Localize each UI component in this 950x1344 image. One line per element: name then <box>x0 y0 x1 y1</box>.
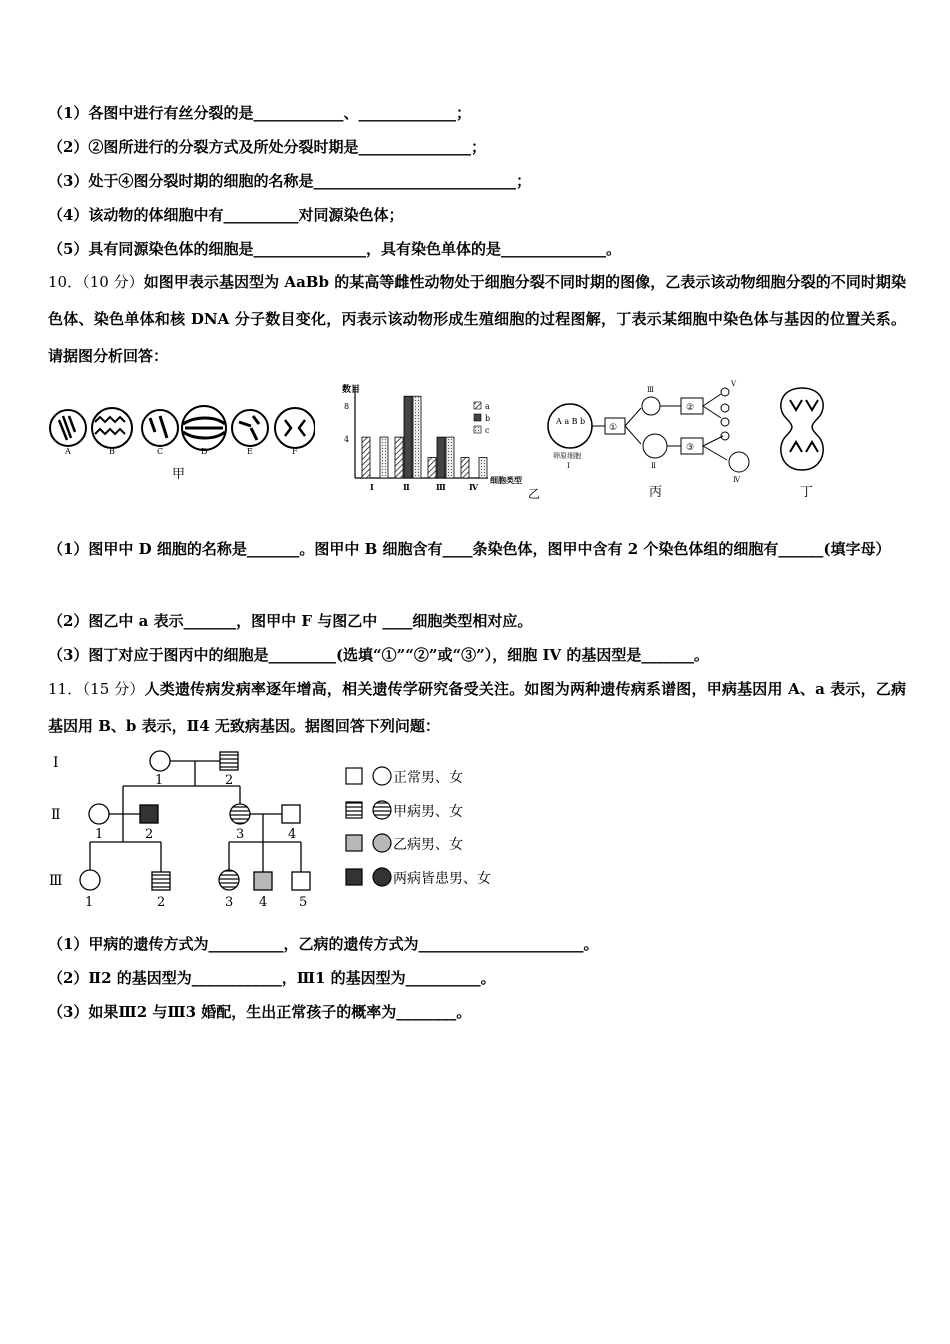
q9-line-1: （1）各图中进行有丝分裂的是____________、_____________； <box>48 104 471 122</box>
legend-label-b: b <box>485 414 491 423</box>
label-iii: Ⅲ <box>647 386 654 394</box>
bar-a-3 <box>428 458 436 478</box>
figure-ding <box>772 378 834 504</box>
q9-line-3: （3）处于④图分裂时期的细胞的名称是___________________________； <box>48 172 531 190</box>
label-i: Ⅰ <box>567 462 570 470</box>
individual-number: 3 <box>236 827 245 842</box>
x-tick-label: Ⅳ <box>469 482 479 492</box>
q11-answer-3: （3）如果Ⅲ2 与Ⅲ3 婚配，生出正常孩子的概率为________。 <box>48 1003 472 1021</box>
individual-ii2 <box>140 805 158 823</box>
q10-answer-2: （2）图乙中 a 表示_______，图甲中 F 与图乙中 ____细胞类型相对应。 <box>48 612 533 630</box>
step-3: ③ <box>686 443 695 453</box>
legend-label: 乙病男、女 <box>393 837 463 853</box>
legend-label: 甲病男、女 <box>393 804 463 820</box>
generation-label: Ⅲ <box>49 873 63 889</box>
q10-answer-1: （1）图甲中 D 细胞的名称是_______。图甲中 B 细胞含有____条染色体，图甲中含有 2 个染色体组的细胞有______(填字母） <box>48 540 891 558</box>
cell-iv <box>729 452 749 472</box>
legend-swatch-b <box>474 414 481 421</box>
cell-b <box>92 408 132 448</box>
y-tick-label: 4 <box>344 435 350 444</box>
bar-a-1 <box>362 437 370 478</box>
generation-label: Ⅰ <box>53 755 59 771</box>
individual-number: 5 <box>299 895 308 910</box>
individual-iii5 <box>292 872 310 890</box>
y-tick-label: 8 <box>344 402 350 411</box>
cell-label: A <box>65 447 71 456</box>
cell-iii <box>642 397 660 415</box>
oogonium-label: 卵原细胞 <box>553 452 581 460</box>
y-axis-label: 数目 <box>342 385 361 395</box>
q10-stem <box>48 264 906 375</box>
label-ii: Ⅱ <box>651 462 656 470</box>
individual-number: 1 <box>85 895 94 910</box>
legend-label-c: c <box>485 426 490 435</box>
legend-label-a: a <box>485 402 490 411</box>
legend-swatch-c <box>474 426 481 433</box>
x-axis-label: 细胞类型 <box>490 475 522 485</box>
figure-yi-chart <box>330 378 540 500</box>
x-tick-label: Ⅲ <box>436 482 446 492</box>
legend-both-female <box>373 868 391 886</box>
oogonium-cell <box>548 404 592 448</box>
individual-ii1 <box>89 804 109 824</box>
step-2: ② <box>686 403 695 413</box>
cell-c <box>142 410 178 446</box>
gene-label: A a B b <box>556 417 586 426</box>
q10-answer-3: （3）图丁对应于图丙中的细胞是_________(选填“①”“②”或“③”），细胞 IV 的基因型是_______。 <box>48 646 709 664</box>
individual-ii4 <box>282 805 300 823</box>
q11-answer-2: （2）Ⅱ2 的基因型为____________，Ⅲ1 的基因型为__________。 <box>48 969 496 987</box>
figure-bing <box>545 378 770 500</box>
q10-number: 10．（10 分） <box>48 273 144 291</box>
figure-ding-caption: 丁 <box>800 485 814 500</box>
q11-stem <box>48 671 906 745</box>
cell-ii <box>643 434 667 458</box>
legend-swatch-a <box>474 402 481 409</box>
cell-label: B <box>109 447 115 456</box>
individual-iii3 <box>219 870 239 890</box>
individual-number: 3 <box>225 895 234 910</box>
q9-line-2: （2）②图所进行的分裂方式及所处分裂时期是_______________； <box>48 138 486 156</box>
bar-c-3 <box>446 437 454 478</box>
individual-ii3 <box>230 804 250 824</box>
bar-b-3 <box>437 437 445 478</box>
individual-i2 <box>220 752 238 770</box>
q9-line-5: （5）具有同源染色体的细胞是_______________，具有染色单体的是______________。 <box>48 240 621 258</box>
individual-number: 2 <box>157 895 166 910</box>
individual-number: 4 <box>288 827 297 842</box>
q11-stem-text: 人类遗传病发病率逐年增高，相关遗传学研究备受关注。如图为两种遗传病系谱图，甲病基因用 A、a 表示，乙病基因用 B、b 表示，Ⅱ4 无致病基因。据图回答下列问题： <box>48 680 906 735</box>
q10-stem-text: 如图甲表示基因型为 AaBb 的某高等雌性动物处于细胞分裂不同时期的图像，乙表示该动物细胞分裂的不同时期染色体、染色单体和核 DNA 分子数目变化，丙表示该动物形成生殖细胞的过程图解，丁表示某细胞中染色体与基因的位置关系。请据图分析回答： <box>48 273 906 365</box>
step-1: ① <box>609 423 618 433</box>
legend-label: 正常男、女 <box>393 770 463 786</box>
q11-number: 11．（15 分） <box>48 680 145 698</box>
individual-number: 2 <box>225 773 234 788</box>
individual-iii1 <box>80 870 100 890</box>
cell-label: C <box>157 447 164 456</box>
figure-jia-caption: 甲 <box>172 467 186 482</box>
bar-b-2 <box>404 396 412 478</box>
cell-e <box>232 410 268 446</box>
cell-label: D <box>201 447 208 456</box>
individual-number: 2 <box>145 827 154 842</box>
label-iv: Ⅳ <box>733 476 740 484</box>
cell-label: F <box>292 447 298 456</box>
individual-number: 1 <box>155 773 164 788</box>
legend-normal-male <box>346 768 362 784</box>
bar-a-2 <box>395 437 403 478</box>
figure-bing-caption: 丙 <box>649 485 663 500</box>
individual-number: 1 <box>95 827 104 842</box>
pedigree-chart <box>45 742 525 914</box>
individual-iii2 <box>152 872 170 890</box>
x-tick-label: Ⅱ <box>403 482 410 492</box>
individual-iii4 <box>254 872 272 890</box>
legend-label: 两病皆患男、女 <box>393 871 491 887</box>
bar-c-2 <box>413 396 421 478</box>
legend-jia-female <box>373 801 391 819</box>
figure-jia <box>45 398 315 488</box>
legend-normal-female <box>373 767 391 785</box>
bar-c-4 <box>479 458 487 478</box>
q11-answer-1: （1）甲病的遗传方式为__________，乙病的遗传方式为______________________。 <box>48 935 599 953</box>
q9-line-4: （4）该动物的体细胞中有__________对同源染色体； <box>48 206 404 224</box>
figure-yi-caption: 乙 <box>528 487 540 500</box>
legend-jia-male <box>346 802 362 818</box>
generation-label: Ⅱ <box>51 807 61 823</box>
legend-yi-female <box>373 834 391 852</box>
individual-i1 <box>150 751 170 771</box>
individual-number: 4 <box>259 895 268 910</box>
bar-c-1 <box>380 437 388 478</box>
legend-both-male <box>346 869 362 885</box>
legend-yi-male <box>346 835 362 851</box>
x-tick-label: Ⅰ <box>370 482 374 492</box>
label-v: Ⅴ <box>731 380 737 388</box>
cell-label: E <box>247 447 253 456</box>
cell-f <box>275 408 315 448</box>
bar-a-4 <box>461 458 469 478</box>
